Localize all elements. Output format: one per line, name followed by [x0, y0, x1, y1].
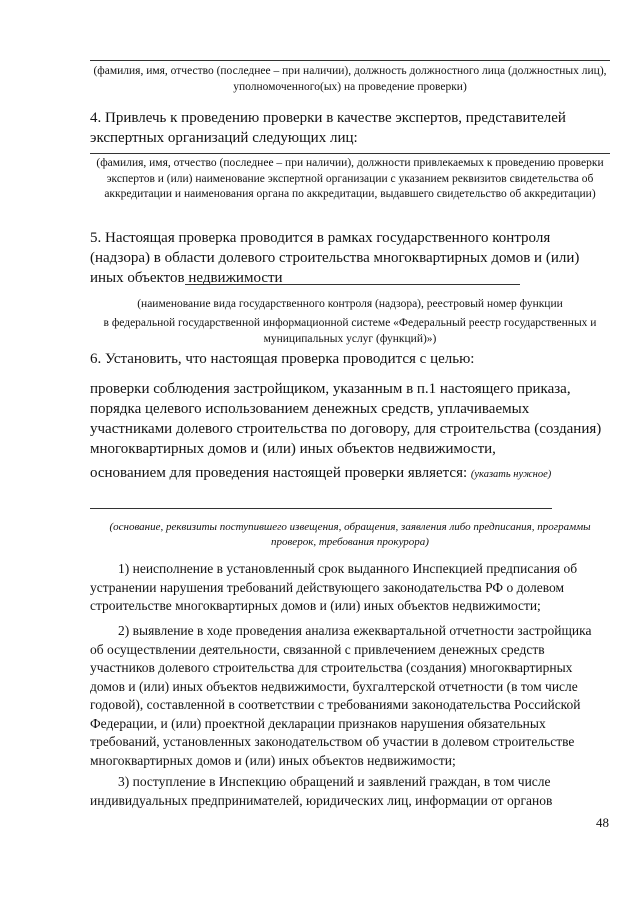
caption-control-1: (наименование вида государственного контроля (надзора), реестровый номер функции — [137, 298, 563, 310]
purpose-text: проверки соблюдения застройщиком, указанным в п.1 настоящего приказа, порядка целевого использованием денежных средств, уплачиваемых участниками долевого строительства по договору, для строительства (создания) многоквартирных домов и (или) иных объектов недвижимости, — [90, 381, 602, 457]
caption-control-2: в федеральной государственной информационной системе «Федеральный реестр государственных и муниципальных услуг (функций)») — [103, 317, 597, 345]
grounds-note: (указать нужное) — [470, 469, 552, 480]
caption-grounds: (основание, реквизиты поступившего извещения, обращения, заявления либо предписания, программы проверок, требования прокурора) — [109, 521, 591, 548]
signature-line — [90, 60, 610, 61]
ground-2: 2) выявление в ходе проведения анализа ежеквартальной отчетности застройщика об осуществлении деятельности, связанной с привлечением денежных средств участников долевого строительства для строительства (создания) многоквартирных домов и (или) иных объектов недвижимости, бухгалтерской отчетности (в том числе годовой), составленной в соответствии с требованиями законодательства Российской Федерации, и (или) проектной декларации признаков нарушения обязательных требований, установленных законодательством об участии в долевом строительстве многоквартирных домов и (или) иных объектов недвижимости; — [90, 623, 592, 768]
item-6: 6. Установить, что настоящая проверка проводится с целью: — [90, 351, 475, 367]
caption-official: (фамилия, имя, отчество (последнее – при наличии), должность должностного лица (должностных лиц), уполномоченного(ых) на проведение проверки) — [93, 65, 607, 93]
caption-experts: (фамилия, имя, отчество (последнее – при наличии), должности привлекаемых к проведению проверки экспертов и (или) наименование экспертной организации с указанием реквизитов свидетельства об аккредитации и наименования органа по аккредитации, выдавшего свидетельство об аккредитации) — [96, 157, 604, 200]
item-4: 4. Привлечь к проведению проверки в качестве экспертов, представителей экспертных организаций следующих лиц: — [90, 110, 566, 146]
ground-3: 3) поступление в Инспекцию обращений и заявлений граждан, в том числе индивидуальных предпринимателей, юридических лиц, информации от органов — [90, 774, 553, 808]
item-5: 5. Настоящая проверка проводится в рамках государственного контроля (надзора) в области долевого строительства многоквартирных домов и (или) иных объектов недвижимости — [90, 230, 580, 286]
grounds-line — [90, 463, 608, 485]
grounds-underline — [90, 508, 552, 509]
page-number: 48 — [596, 815, 609, 830]
experts-line — [90, 153, 610, 154]
ground-1: 1) неисполнение в установленный срок выданного Инспекцией предписания об устранении нарушения требований действующего законодательства РФ о долевом строительстве многоквартирных домов и (или) иных объектов недвижимости; — [90, 561, 578, 613]
grounds-label: основанием для проведения настоящей проверки является: — [90, 465, 468, 481]
control-line — [185, 284, 520, 285]
